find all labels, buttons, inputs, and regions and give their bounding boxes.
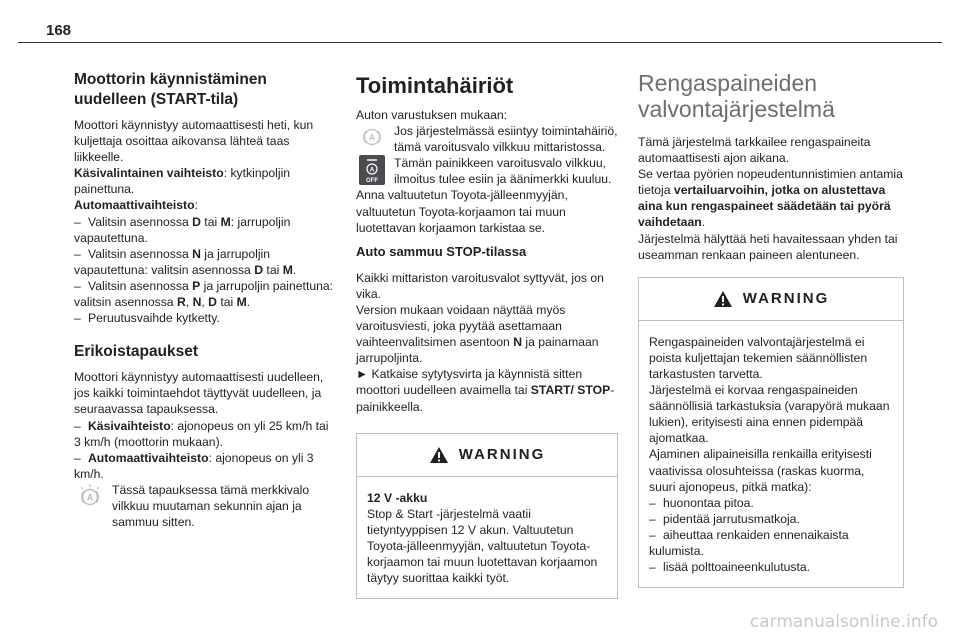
paragraph: Järjestelmä hälyttää heti havaitessaan yhden tai useamman renkaan paineen alentuneen. [638, 231, 898, 262]
warning-subtitle: 12 V -akku [367, 490, 428, 505]
list-item: – Automaattivaihteisto: ajonopeus on yli 3 km/h. [74, 450, 314, 481]
paragraph: Automaattivaihteisto: [74, 198, 198, 213]
list-item: – Valitsin asennossa N ja jarrupoljin vapautettuna: valitsin asennossa D tai M. [74, 246, 297, 277]
list-item: – lisää polttoaineenkulutusta. [649, 560, 811, 575]
warning-header: WARNING [639, 278, 903, 321]
warning-body [357, 477, 617, 599]
warning-text: Ajaminen alipaineisilla renkailla erityisesti vaativissa olosuhteissa (raskas kuorma, suuri ajonopeus, pitkä matka): [649, 447, 872, 494]
svg-text:A: A [369, 166, 375, 174]
section-title-malfunctions: Toimintahäiriöt [356, 73, 514, 98]
button-light-note: A OFF Tämän painikkeen varoitusvalo vilkkuu, ilmoitus tulee esiin ja äänimerkki kuuluu. [356, 155, 618, 187]
list-item: – Valitsin asennossa P ja jarrupoljin painettuna: valitsin asennossa R, N, D tai M. [74, 278, 334, 310]
warning-header: WARNING [357, 434, 617, 477]
list-item: – Käsivaihteisto: ajonopeus on yli 25 km/h tai 3 km/h (moottorin mukaan). [74, 418, 329, 449]
column-tpms [638, 70, 904, 588]
column-restart [74, 70, 336, 530]
list-item: – Valitsin asennossa D tai M: jarrupoljin vapautettuna. [74, 214, 291, 245]
paragraph: Auton varustuksen mukaan: [356, 108, 508, 122]
paragraph: Moottori käynnistyy automaattisesti heti, kun kuljettaja osoittaa aikovansa lähteä taas liikkeelle. [74, 118, 314, 165]
warning-box-tpms [638, 277, 904, 588]
section-title-restart: Moottorin käynnistäminen uudelleen (START-tila) [74, 71, 267, 108]
column-malfunctions [356, 70, 618, 599]
warning-text: Rengaspaineiden valvontajärjestelmä ei poista kuljettajan tekemien säännöllisten tarkastusten tarvetta. [649, 334, 868, 381]
paragraph: Se vertaa pyörien nopeudentunnistimien antamia tietoja vertailuarvoihin, jotka on alustettava aina kun rengaspaineet säädetään tai pyörä vaihdetaan. [638, 167, 903, 230]
svg-text:A: A [86, 492, 94, 503]
paragraph: Kaikki mittariston varoitusvalot syttyvät, jos on vika. [356, 270, 604, 301]
svg-text:A: A [368, 132, 376, 143]
auto-a-warning-icon [358, 123, 386, 151]
watermark: carmanualsonline.info [749, 612, 938, 632]
paragraph: Käsivalintainen vaihteisto: kytkinpoljin painettuna. [74, 166, 291, 197]
list-item: – pidentää jarrutusmatkoja. [649, 511, 800, 526]
auto-a-off-button-icon [358, 155, 386, 185]
flashing-indicator-note: A Tässä tapauksessa tämä merkkivalo vilkkuu muutaman sekunnin ajan ja sammuu sitten. [74, 482, 336, 530]
page-number: 168 [46, 22, 72, 39]
section-title-tpms: Rengaspaineiden valvontajärjestelmä [638, 70, 835, 122]
section-title-special: Erikoistapaukset [74, 343, 199, 361]
auto-a-flashing-icon [76, 482, 104, 510]
list-item: – Peruutusvaihde kytketty. [74, 311, 220, 326]
paragraph: Version mukaan voidaan näyttää myös varoitusviesti, joka pyytää asettamaan vaihteenvalitsimen asentoon N ja painamaan jarrupoljinta. [356, 302, 599, 366]
warning-box-battery [356, 433, 618, 600]
warning-text: Stop & Start -järjestelmä vaatii tietyntyyppisen 12 V akun. Valtuutetun Toyota-jälleenmyyjän, valtuutetun Toyota-korjaamon tai muun luotettavan korjaamon täytyy suorittaa kaikki työt. [367, 506, 598, 586]
warning-triangle-icon [713, 290, 733, 308]
subsection-title-stop-mode: Auto sammuu STOP-tilassa [356, 243, 527, 259]
warning-body [639, 321, 903, 587]
list-item: – huonontaa pitoa. [649, 495, 754, 510]
warning-text: Järjestelmä ei korvaa rengaspaineiden säännöllisiä tarkastuksia (varapyörä mukaan lukien), erityisesti aina ennen pidempää ajomatkaa. [649, 383, 890, 446]
paragraph: Tämä järjestelmä tarkkailee rengaspaineita automaattisesti ajon aikana. [638, 135, 871, 166]
header-rule [18, 42, 942, 43]
list-item: – aiheuttaa renkaiden ennenaikaista kulumista. [649, 527, 849, 558]
malfunction-light-note: A Jos järjestelmässä esiintyy toimintahäiriö, tämä varoitusvalo vilkkuu mittaristossa. [356, 123, 618, 155]
paragraph: Anna valtuutetun Toyota-jälleenmyyjän, valtuutetun Toyota-korjaamon tai muun luotettavan korjaamon tarkistaa se. [356, 188, 568, 235]
warning-triangle-icon [429, 446, 449, 464]
svg-text:OFF: OFF [366, 178, 378, 185]
instruction-step: ► Katkaise sytytysvirta ja käynnistä sitten moottori uudelleen avaimella tai START/ STOP-painikkeella. [356, 367, 615, 414]
paragraph: Moottori käynnistyy automaattisesti uudelleen, jos kaikki toimintaehdot täyttyvät uudelleen, ja seuraavassa tapauksessa. [74, 370, 324, 417]
